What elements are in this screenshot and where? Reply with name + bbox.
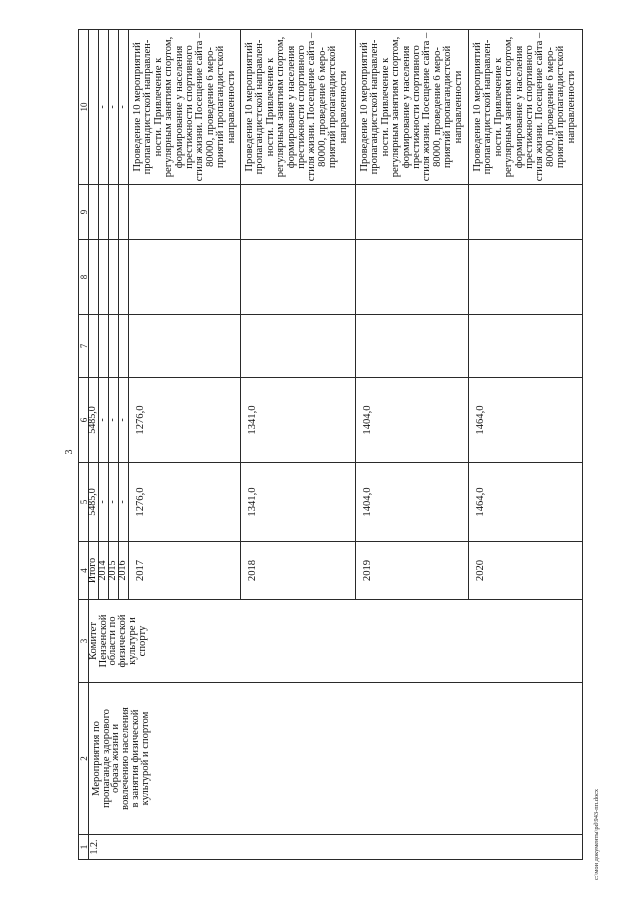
result-cell: - <box>99 30 109 185</box>
value-cell-col6: 1276,0 <box>129 378 241 463</box>
result-cell: - <box>119 30 129 185</box>
value-cell-col5: 5485,0 <box>89 463 99 542</box>
result-cell: - <box>109 30 119 185</box>
empty-cell-col9 <box>89 185 99 240</box>
empty-cell-col9 <box>356 185 469 240</box>
result-cell: Проведение 10 мероприятий пропагандистской направлен- ности. Привлечение к регулярным занятиям спортом, формирование у населения престижности спортивного стиля жизни. Посещение сайта – 80000, проведение 6 меро- приятий пропагандистской направленности <box>469 30 583 185</box>
value-cell-col6: - <box>119 378 129 463</box>
empty-cell-col8 <box>129 240 241 315</box>
empty-cell-col7 <box>129 315 241 378</box>
header-cell-3: 3 <box>79 600 89 683</box>
value-cell-col6: 5485,0 <box>89 378 99 463</box>
value-cell-col5: 1341,0 <box>241 463 356 542</box>
item-number: 1.2. <box>89 835 583 860</box>
empty-cell-col9 <box>109 185 119 240</box>
header-cell-9: 9 <box>79 185 89 240</box>
header-cell-6: 6 <box>79 378 89 463</box>
empty-cell-col7 <box>109 315 119 378</box>
empty-cell-col7 <box>99 315 109 378</box>
result-cell: Проведение 10 мероприятий пропагандистской направлен- ности. Привлечение к регулярным занятиям спортом, формирование у населения престижности спортивного стиля жизни. Посещение сайта – 80000, проведение 6 меро- приятий пропагандистской направленности <box>241 30 356 185</box>
result-cell: Проведение 10 мероприятий пропагандистской направлен- ности. Привлечение к регулярным занятиям спортом, формирование у населения престижности спортивного стиля жизни. Посещение сайта – 80000, проведение 6 меро- приятий пропагандистской направленности <box>129 30 241 185</box>
result-cell: Проведение 10 мероприятий пропагандистской направлен- ности. Привлечение к регулярным занятиям спортом, формирование у населения престижности спортивного стиля жизни. Посещение сайта – 80000, проведение 6 меро- приятий пропагандистской направленности <box>356 30 469 185</box>
header-cell-7: 7 <box>79 315 89 378</box>
page-number: 3 <box>64 449 75 455</box>
empty-cell-col9 <box>469 185 583 240</box>
year-cell: 2014 <box>99 542 109 600</box>
year-cell: Итого <box>89 542 99 600</box>
empty-cell-col9 <box>99 185 109 240</box>
empty-cell-col9 <box>241 185 356 240</box>
empty-cell-col9 <box>119 185 129 240</box>
empty-cell-col8 <box>99 240 109 315</box>
empty-cell-col7 <box>469 315 583 378</box>
header-cell-8: 8 <box>79 240 89 315</box>
empty-cell-col7 <box>241 315 356 378</box>
value-cell-col6: 1464,0 <box>469 378 583 463</box>
value-cell-col5: 1276,0 <box>129 463 241 542</box>
item-title: Мероприятия по пропаганде здорового образа жизни и вовлечению населения в занятия физической культурой и спортом <box>89 683 583 835</box>
value-cell-col6: - <box>99 378 109 463</box>
empty-cell-col8 <box>356 240 469 315</box>
header-cell-4: 4 <box>79 542 89 600</box>
value-cell-col5: - <box>119 463 129 542</box>
value-cell-col5: - <box>99 463 109 542</box>
year-cell: 2015 <box>109 542 119 600</box>
year-cell: 2019 <box>356 542 469 600</box>
empty-cell-col8 <box>241 240 356 315</box>
year-cell: 2016 <box>119 542 129 600</box>
value-cell-col5: 1464,0 <box>469 463 583 542</box>
empty-cell-col8 <box>89 240 99 315</box>
value-cell-col5: - <box>109 463 119 542</box>
plan-table <box>78 29 583 860</box>
value-cell-col6: - <box>109 378 119 463</box>
header-cell-5: 5 <box>79 463 89 542</box>
header-cell-10: 10 <box>79 30 89 185</box>
value-cell-col5: 1404,0 <box>356 463 469 542</box>
value-cell-col6: 1404,0 <box>356 378 469 463</box>
table-row-total <box>89 30 99 860</box>
empty-cell-col8 <box>469 240 583 315</box>
value-cell-col6: 1341,0 <box>241 378 356 463</box>
year-cell: 2020 <box>469 542 583 600</box>
footer-file-path: c:\мои документы\pd\943-пп.docx <box>593 788 600 880</box>
year-cell: 2018 <box>241 542 356 600</box>
empty-cell-col8 <box>109 240 119 315</box>
header-row <box>79 30 89 860</box>
empty-cell-col7 <box>89 315 99 378</box>
header-cell-1: 1 <box>79 835 89 860</box>
empty-cell-col9 <box>129 185 241 240</box>
header-cell-2: 2 <box>79 683 89 835</box>
year-cell: 2017 <box>129 542 241 600</box>
empty-cell-col7 <box>356 315 469 378</box>
empty-cell-col8 <box>119 240 129 315</box>
item-executor: Комитет Пензенской области по физической культуре и спорту <box>89 600 583 683</box>
empty-cell-col7 <box>119 315 129 378</box>
